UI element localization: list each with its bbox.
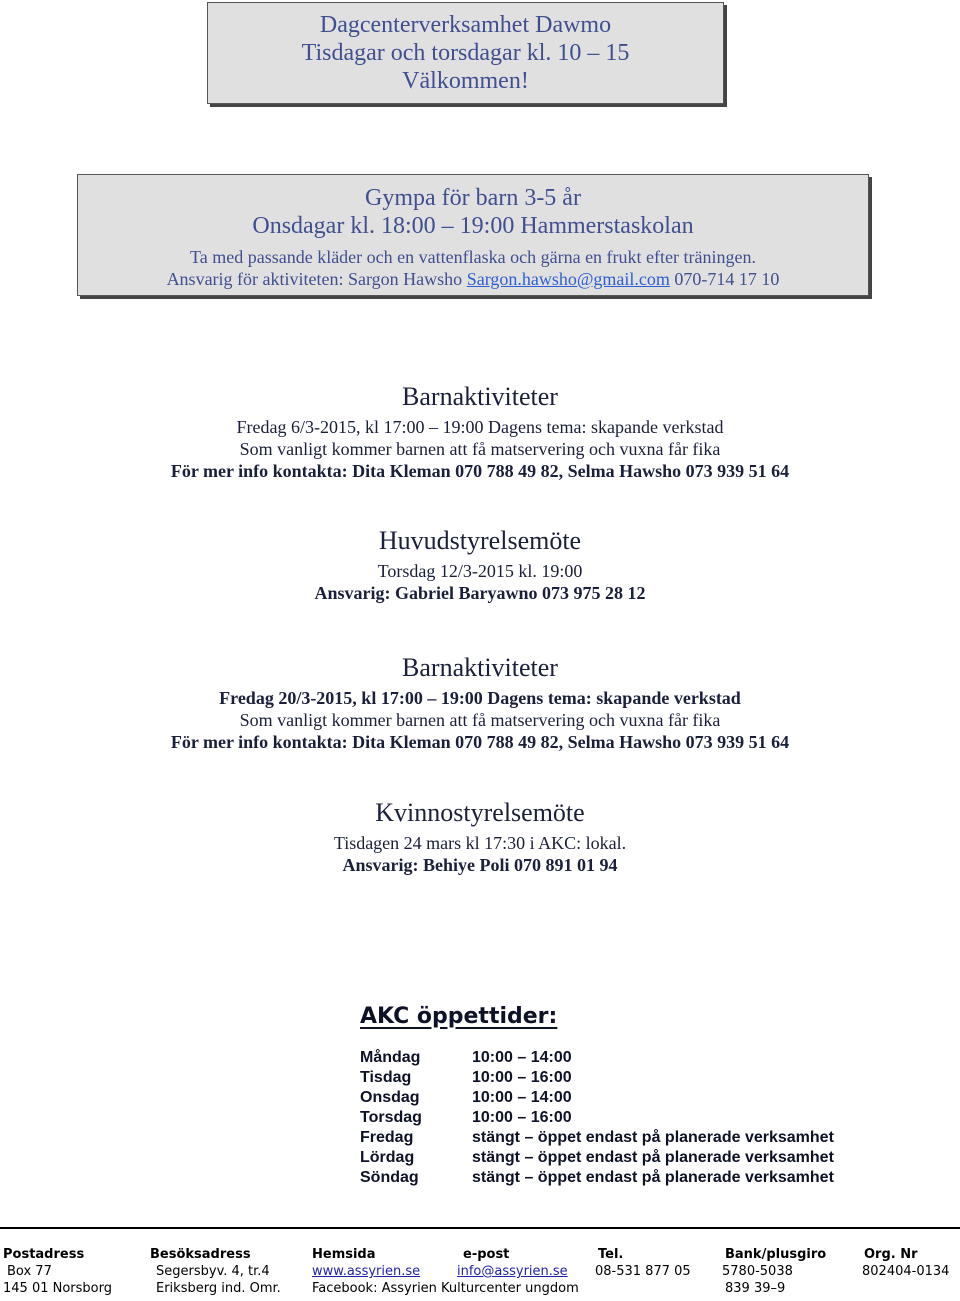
hours-row-torsdag [360, 1108, 834, 1128]
footer-besoksadress: Segersbyv. 4, tr.4 [156, 1264, 270, 1279]
footer-header-epost: e-post [463, 1247, 510, 1262]
hours-row-onsdag [360, 1088, 834, 1108]
footer-header-hemsida: Hemsida [312, 1247, 376, 1262]
event-contact: För mer info kontakta: Dita Kleman 070 788 49 82, Selma Hawsho 073 939 51 64 [170, 732, 790, 752]
footer-header-bank: Bank/plusgiro [725, 1247, 827, 1262]
gympa-phone: 070-714 17 10 [674, 269, 780, 289]
gympa-box [77, 174, 869, 296]
hours-day: Onsdag [360, 1089, 420, 1106]
hours-time: 10:00 – 16:00 [472, 1069, 572, 1086]
footer-postadress: Box 77 [7, 1264, 52, 1279]
hours-time: 10:00 – 16:00 [472, 1109, 572, 1126]
hours-time: 10:00 – 14:00 [472, 1049, 572, 1066]
hours-row-sondag [360, 1168, 834, 1188]
footer-header-org: Org. Nr [864, 1247, 918, 1262]
footer-header-tel: Tel. [598, 1247, 624, 1262]
dagcenter-welcome: Välkommen! [402, 68, 529, 94]
event-title: Barnaktiviteter [402, 653, 558, 682]
hours-row-tisdag [360, 1068, 834, 1088]
footer-tel: 08-531 877 05 [595, 1264, 691, 1279]
hours-row-fredag [360, 1128, 834, 1148]
dagcenter-box [207, 2, 724, 104]
event-date: Torsdag 12/3-2015 kl. 19:00 [377, 561, 583, 581]
hours-day: Torsdag [360, 1109, 422, 1126]
footer-website-link[interactable]: www.assyrien.se [312, 1264, 421, 1279]
dagcenter-schedule: Tisdagar och torsdagar kl. 10 – 15 [301, 40, 630, 66]
hours-day: Lördag [360, 1149, 415, 1166]
hours-row-mandag [360, 1048, 834, 1068]
footer-plusgiro: 839 39–9 [725, 1281, 786, 1296]
hours-time: 10:00 – 14:00 [472, 1089, 572, 1106]
gympa-instructions: Ta med passande kläder och en vattenflaska och gärna en frukt efter träningen. [190, 247, 756, 267]
footer-header-besoksadress: Besöksadress [150, 1247, 251, 1262]
event-kvinnostyrelsemote [0, 798, 960, 876]
opening-hours-table [360, 1048, 834, 1188]
gympa-title: Gympa för barn 3-5 år [365, 185, 581, 211]
opening-hours-title: AKC öppettider: [360, 1004, 558, 1029]
gympa-responsible: Ansvarig för aktiviteten: Sargon Hawsho [166, 269, 463, 289]
hours-day: Måndag [360, 1049, 421, 1066]
footer-header-postadress: Postadress [3, 1247, 85, 1262]
hours-day: Tisdag [360, 1069, 412, 1086]
gympa-schedule: Onsdagar kl. 18:00 – 19:00 Hammerstaskolan [252, 213, 694, 239]
event-date-theme: Fredag 6/3-2015, kl 17:00 – 19:00 Dagens tema: skapande verkstad [236, 417, 724, 437]
event-barnaktiviteter-1 [0, 382, 960, 482]
footer-facebook: Facebook: Assyrien Kulturcenter ungdom [312, 1281, 579, 1296]
event-description: Som vanligt kommer barnen att få matservering och vuxna får fika [239, 710, 721, 730]
event-title: Barnaktiviteter [402, 382, 558, 411]
hours-time: stängt – öppet endast på planerade verksamhet [472, 1129, 834, 1146]
event-date: Tisdagen 24 mars kl 17:30 i AKC: lokal. [333, 833, 627, 853]
gympa-contact [78, 268, 868, 290]
hours-time: stängt – öppet endast på planerade verksamhet [472, 1149, 834, 1166]
hours-day: Söndag [360, 1169, 419, 1186]
footer-divider [0, 1227, 960, 1229]
gympa-email-link[interactable]: Sargon.hawsho@gmail.com [466, 269, 670, 289]
footer-email-link[interactable]: info@assyrien.se [457, 1264, 568, 1279]
footer-org: 802404-0134 [862, 1264, 950, 1279]
footer-besoksort: Eriksberg ind. Omr. [156, 1281, 281, 1296]
footer-header-row [0, 1246, 960, 1263]
footer-postort: 145 01 Norsborg [3, 1281, 112, 1296]
event-barnaktiviteter-2 [0, 653, 960, 753]
footer-row-2 [0, 1280, 960, 1297]
event-title: Kvinnostyrelsemöte [375, 798, 585, 827]
dagcenter-title: Dagcenterverksamhet Dawmo [319, 12, 612, 38]
event-responsible: Ansvarig: Behiye Poli 070 891 01 94 [342, 855, 618, 875]
footer-row-1 [0, 1263, 960, 1280]
event-description: Som vanligt kommer barnen att få matservering och vuxna får fika [239, 439, 721, 459]
hours-day: Fredag [360, 1129, 414, 1146]
footer [0, 1246, 960, 1297]
hours-time: stängt – öppet endast på planerade verksamhet [472, 1169, 834, 1186]
event-title: Huvudstyrelsemöte [378, 526, 582, 555]
event-date-theme: Fredag 20/3-2015, kl 17:00 – 19:00 Dagens tema: skapande verkstad [219, 688, 741, 708]
event-contact: För mer info kontakta: Dita Kleman 070 788 49 82, Selma Hawsho 073 939 51 64 [170, 461, 790, 481]
hours-row-lordag [360, 1148, 834, 1168]
event-responsible: Ansvarig: Gabriel Baryawno 073 975 28 12 [314, 583, 646, 603]
footer-bank: 5780-5038 [722, 1264, 793, 1279]
event-huvudstyrelsemote [0, 526, 960, 604]
